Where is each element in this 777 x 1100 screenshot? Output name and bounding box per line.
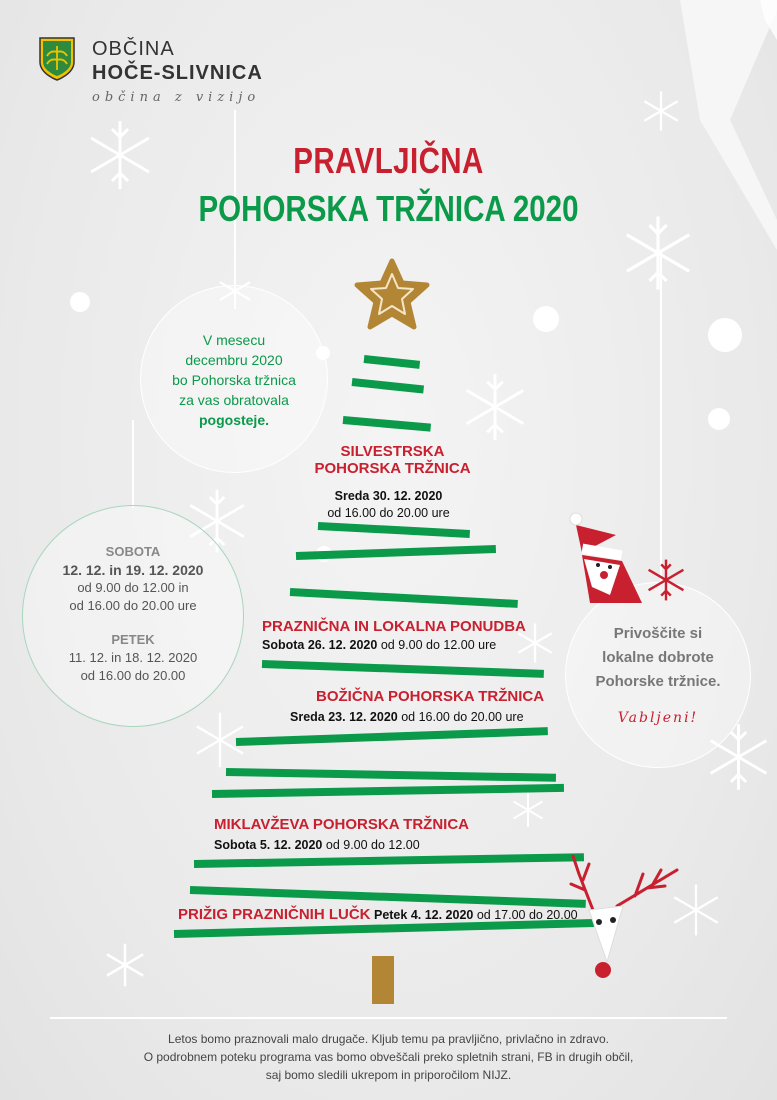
regular-schedule: SOBOTA 12. 12. in 19. 12. 2020 od 9.00 do 12.00 in od 16.00 do 20.00 ure PETEK 11. 12. in 18. 12. 2020 od 16.00 do 20.00 (22, 543, 244, 685)
event-prizig-title: PRIŽIG PRAZNIČNIH LUČK (178, 906, 371, 923)
tree-branch (262, 660, 544, 678)
municipality-crest-icon (38, 36, 76, 82)
footer-divider (50, 1017, 727, 1019)
tree-branch (352, 378, 424, 393)
snow-dot (708, 408, 730, 430)
snowflake-icon (508, 790, 548, 830)
tree-branch (290, 588, 518, 608)
snowflake-icon (456, 368, 534, 446)
tree-branch (236, 727, 548, 746)
page-title-line2: POHORSKA TRŽNICA 2020 (198, 188, 579, 229)
snowflake-icon (80, 115, 160, 195)
event-miklavzeva-time: Sobota 5. 12. 2020 od 9.00 do 12.00 (214, 838, 420, 852)
tree-trunk (372, 956, 394, 1004)
page-title-line1: PRAVLJIČNA (293, 140, 484, 181)
saturday-label: SOBOTA (105, 544, 161, 559)
event-silvestrska-title: SILVESTRSKA POHORSKA TRŽNICA (314, 443, 471, 477)
tree-branch (318, 522, 470, 538)
footer-note: Letos bomo praznovali malo drugače. Kljub temu pa pravljično, privlačno in zdravo. O podrobnem poteku programa vas bomo obveščali preko spletnih strani, FB in drugih občil, saj bomo sledili ukrepom in priporočilom NIJZ. (143, 1032, 634, 1082)
event-miklavzeva-title: MIKLAVŽEVA POHORSKA TRŽNICA (214, 816, 469, 833)
snow-dot (708, 318, 742, 352)
friday-label: PETEK (111, 632, 155, 647)
snow-dot (533, 306, 559, 332)
invite-signature: Vabljeni! (617, 710, 699, 726)
invite-text: Privoščite si lokalne dobrote Pohorske tržnice. (595, 625, 721, 690)
santa-icon (568, 505, 648, 605)
event-bozicna-title: BOŽIČNA POHORSKA TRŽNICA (316, 688, 545, 705)
tree-branch (194, 853, 584, 868)
star-icon (352, 258, 432, 330)
tree-branch (190, 886, 586, 908)
tree-branch (364, 355, 421, 369)
municipality-name-line1: OBČINA (92, 38, 175, 60)
event-silvestrska-time: Sreda 30. 12. 2020 od 16.00 do 20.00 ure (327, 489, 450, 520)
snowflake-icon (100, 940, 150, 990)
event-praznicna-title: PRAZNIČNA IN LOKALNA PONUDBA (262, 618, 526, 635)
snowflake-icon (615, 210, 701, 296)
intro-text: V mesecu decembru 2020 bo Pohorska tržnica za vas obratovala pogosteje. (172, 332, 296, 428)
friday-dates: 11. 12. in 18. 12. 2020 (68, 650, 198, 665)
reindeer-icon (565, 850, 685, 980)
saturday-dates: 12. 12. in 19. 12. 2020 (62, 562, 204, 578)
ornament-string (660, 250, 662, 585)
event-praznicna-time: Sobota 26. 12. 2020 od 9.00 do 12.00 ure (262, 638, 497, 652)
municipality-name-line2: HOČE-SLIVNICA (92, 62, 263, 84)
event-prizig: PRIŽIG PRAZNIČNIH LUČK Petek 4. 12. 2020 od 17.00 do 20.00 (178, 906, 578, 923)
tree-branch (226, 768, 556, 782)
snowflake-icon (638, 88, 684, 134)
municipality-motto: občina z vizijo (92, 90, 261, 105)
snow-dot (70, 292, 90, 312)
tree-branch (343, 416, 431, 432)
event-bozicna-time: Sreda 23. 12. 2020 od 16.00 do 20.00 ure (290, 710, 524, 724)
snowflake-icon (642, 556, 690, 604)
